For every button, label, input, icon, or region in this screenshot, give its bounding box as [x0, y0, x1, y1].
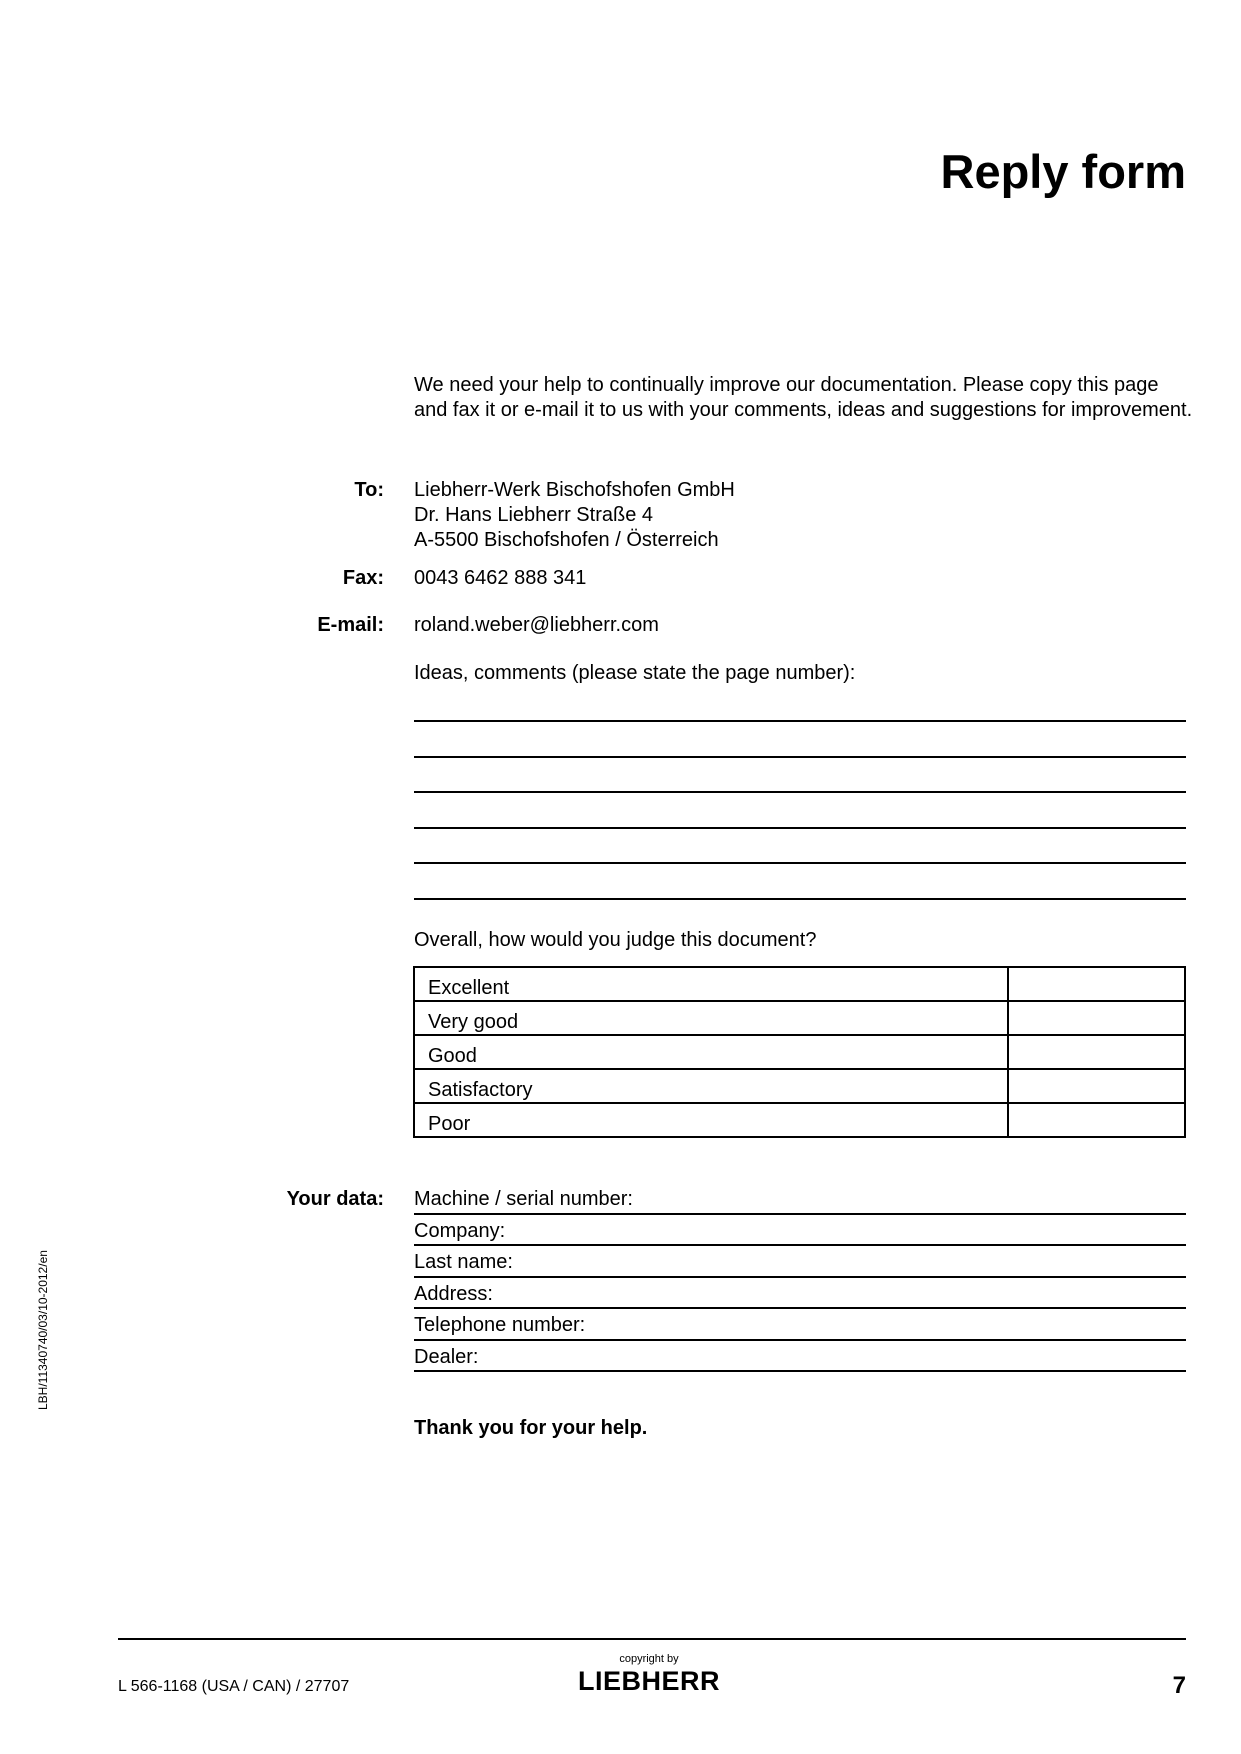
comment-line[interactable]: [414, 720, 1186, 756]
rating-row: [414, 1069, 1185, 1103]
fax-number: 0043 6462 888 341: [414, 567, 587, 589]
rating-row: [414, 1035, 1185, 1069]
intro-text: We need your help to continually improve our documentation. Please copy this page and fax it or e-mail it to us with your comments, ideas and suggestions for improvement.: [414, 374, 1193, 421]
rating-question: Overall, how would you judge this document?: [414, 929, 817, 951]
rating-checkbox[interactable]: [1008, 1069, 1185, 1103]
rating-checkbox[interactable]: [1008, 1103, 1185, 1137]
your-data-fields: [414, 1183, 1186, 1372]
data-field[interactable]: Telephone number:: [414, 1309, 1186, 1341]
comments-prompt: Ideas, comments (please state the page number):: [414, 662, 856, 684]
to-label: To:: [354, 479, 384, 501]
page-title: Reply form: [940, 145, 1186, 198]
email-address[interactable]: roland.weber@liebherr.com: [414, 614, 659, 636]
rating-option-label: Good: [414, 1035, 1008, 1069]
rating-row: [414, 1001, 1185, 1035]
data-field[interactable]: Company:: [414, 1215, 1186, 1247]
address-line: Dr. Hans Liebherr Straße 4: [414, 504, 653, 526]
comment-lines[interactable]: [414, 720, 1186, 933]
data-field[interactable]: Last name:: [414, 1246, 1186, 1278]
data-field[interactable]: Machine / serial number:: [414, 1183, 1186, 1215]
to-address: [414, 478, 1186, 553]
thank-you-text: Thank you for your help.: [414, 1417, 648, 1439]
rating-table: [413, 966, 1186, 1138]
footer-divider: [118, 1638, 1186, 1640]
your-data-label: Your data:: [286, 1188, 384, 1210]
email-label: E-mail:: [317, 614, 384, 636]
document-code: LBH/11340740/03/10-2012/en: [36, 1250, 50, 1410]
address-line: Liebherr-Werk Bischofshofen GmbH: [414, 479, 735, 501]
rating-option-label: Very good: [414, 1001, 1008, 1035]
logo-text: LIEBHERR: [577, 1666, 721, 1694]
comment-line[interactable]: [414, 862, 1186, 898]
data-field[interactable]: Dealer:: [414, 1341, 1186, 1373]
rating-option-label: Excellent: [414, 967, 1008, 1001]
page-number: 7: [1172, 1672, 1186, 1699]
comment-line[interactable]: [414, 756, 1186, 792]
copyright-text: copyright by: [619, 1653, 679, 1665]
rating-checkbox[interactable]: [1008, 1035, 1185, 1069]
comment-line[interactable]: [414, 827, 1186, 863]
liebherr-logo: [560, 1666, 738, 1694]
rating-option-label: Poor: [414, 1103, 1008, 1137]
comment-line[interactable]: [414, 791, 1186, 827]
data-field[interactable]: Address:: [414, 1278, 1186, 1310]
rating-option-label: Satisfactory: [414, 1069, 1008, 1103]
address-line: A-5500 Bischofshofen / Österreich: [414, 529, 719, 551]
rating-checkbox[interactable]: [1008, 1001, 1185, 1035]
fax-label: Fax:: [342, 567, 384, 589]
rating-row: [414, 1103, 1185, 1137]
rating-row: [414, 967, 1185, 1001]
footer-model: L 566-1168 (USA / CAN) / 27707: [118, 1678, 350, 1695]
rating-checkbox[interactable]: [1008, 967, 1185, 1001]
